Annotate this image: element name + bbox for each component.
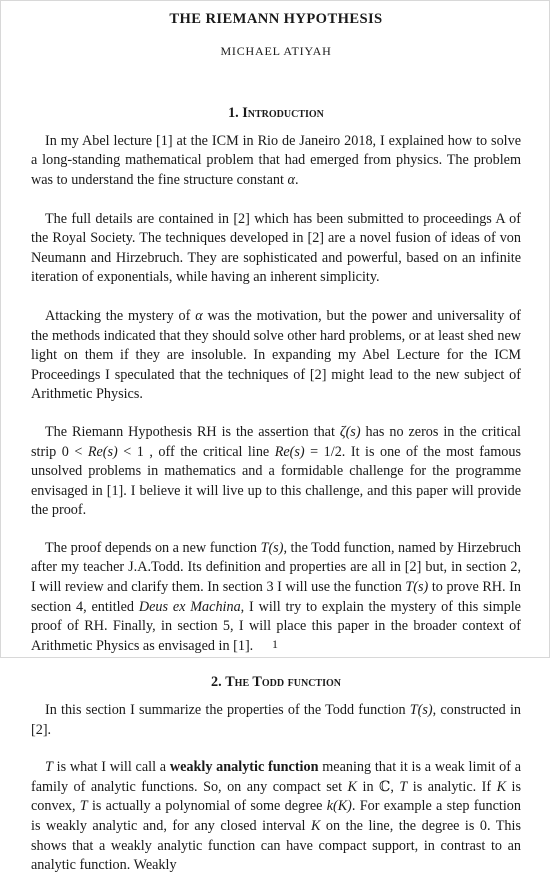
math-k: K: [347, 778, 358, 795]
paragraph-text: was the motivation, but the power and universality of the methods indicated that they should solve other hard problems, or at least shed new light on them if they are insoluble. In expanding my Abel Lecture for the ICM Proceedings I speculated that the techniques of [2] might lead to the new subject of Arithmetic Physics.: [31, 307, 521, 403]
math-t: T: [45, 759, 53, 776]
paragraph-text: is actually a polynomial of some degree: [87, 798, 327, 815]
math-alpha: α: [195, 307, 203, 324]
paragraph-text: to prove RH. In section 4, entitled: [31, 579, 522, 615]
paragraph-text: , constructed in [2].: [31, 702, 521, 738]
math-t-s: T(s): [409, 702, 433, 719]
paragraph-text: , the Todd function, named by Hirzebruch after my teacher J.A.Todd. Its definition and properties are all in [2] but, in section 2, I will review and clarify them. In section 3 I will use the function: [31, 539, 521, 596]
math-t: T: [399, 778, 408, 795]
paragraph-text: , I will try to explain the mystery of this simple proof of RH. Finally, in section 5, I will place this paper in the broader context of Arithmetic Physics as envisaged in [1].: [31, 598, 521, 654]
section-2-number: 2.: [211, 674, 222, 691]
math-k-of-k: k(K): [326, 798, 352, 815]
math-re-s: Re(s): [87, 443, 118, 460]
math-t-s: T(s): [260, 539, 284, 556]
paragraph-3: [31, 307, 521, 405]
math-t-s: T(s): [405, 579, 429, 596]
paragraph-1: [31, 132, 521, 191]
paragraph-text: The Riemann Hypothesis RH is the assertion that: [45, 423, 340, 440]
paragraph-text: is what I will call a: [52, 759, 170, 776]
math-k: K: [310, 818, 321, 834]
math-t: T: [79, 798, 88, 815]
math-re-s: Re(s): [274, 443, 305, 460]
paper-author: MICHAEL ATIYAH: [220, 43, 332, 58]
paragraph-2: The full details are contained in [2] which has been submitted to proceedings A of the Royal Society. The techniques developed in [2] are a novel fusion of ideas of von Neumann and Hirzebruch. They are sophisticated and powerful, based on an infinite iteration of exponentials, while having an inherent simplicity.: [31, 210, 521, 286]
paragraph-text: . For example a step function is weakly analytic and, for any closed interval: [31, 798, 521, 834]
paragraph-text: In this section I summarize the properties of the Todd function: [45, 702, 410, 719]
emphasis-text: Deus ex Machina: [138, 598, 241, 615]
paragraph-text: is convex,: [31, 778, 522, 815]
math-zeta: ζ(s): [339, 423, 361, 440]
section-1-title: Introduction: [242, 105, 324, 122]
paper-title: THE RIEMANN HYPOTHESIS: [169, 11, 383, 27]
paragraph-text: on the line, the degree is 0. This shows that a weakly analytic function can have compact support, in contrast to an analytic function. Weakly: [31, 818, 521, 874]
paragraph-text: .: [294, 171, 299, 188]
math-k: K: [496, 778, 507, 795]
paragraph-text: < 1 , off the critical line: [117, 443, 275, 460]
bold-term: weakly analytic function: [169, 759, 319, 776]
paragraph-text: = 1/2. It is one of the most famous unsolved problems in mathematics and a formidable challenge for the programme envisaged in [1]. I believe it will live up to this challenge, and this paper will provide the proof.: [31, 443, 521, 519]
section-1-heading: [31, 104, 521, 124]
math-alpha: α: [287, 171, 295, 188]
page-number: 1: [272, 637, 278, 652]
section-1-number: 1.: [228, 105, 239, 122]
paragraph-text: The proof depends on a new function: [45, 539, 261, 556]
paragraph-7: [31, 758, 521, 876]
paragraph-6: [31, 701, 521, 740]
paragraph-text: In my Abel lecture [1] at the ICM in Rio de Janeiro 2018, I explained how to solve a long-standing mathematical problem that had emerged from physics. The problem was to understand the fine structure constant: [31, 132, 521, 188]
paragraph-text: meaning that it is a weak limit of a family of analytic functions. So, on any compact set: [31, 759, 521, 795]
paragraph-text: is analytic. If: [407, 778, 497, 795]
paragraph-text: in ℂ,: [357, 778, 400, 795]
section-2-title: The Todd function: [225, 674, 341, 691]
paragraph-text: has no zeros in the critical strip 0 <: [31, 423, 521, 460]
paragraph-text: Attacking the mystery of: [45, 307, 196, 324]
section-2-heading: [31, 673, 521, 693]
paragraph-4: [31, 423, 521, 521]
